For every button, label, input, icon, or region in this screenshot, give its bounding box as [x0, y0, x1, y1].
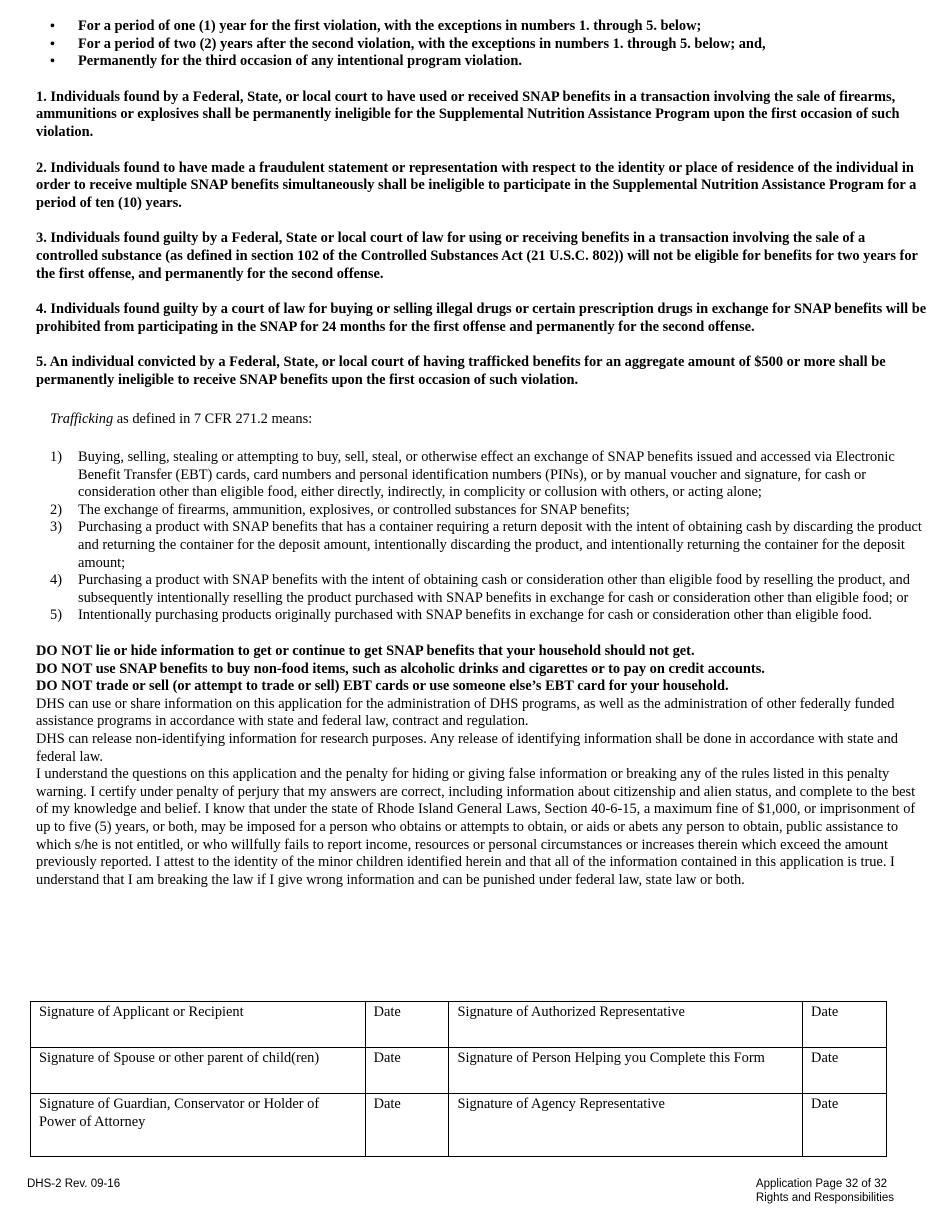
- do-not-line: DO NOT lie or hide information to get or continue to get SNAP benefits that your household should not get.: [36, 643, 695, 660]
- list-item: [36, 572, 928, 607]
- signature-agency-representative[interactable]: Signature of Agency Representative: [449, 1094, 803, 1157]
- item-number: 5): [50, 607, 62, 624]
- list-item: [36, 519, 928, 572]
- do-not-line: DO NOT trade or sell (or attempt to trade or sell) EBT cards or use someone else’s EBT card for your household.: [36, 678, 729, 695]
- item-number: 1): [50, 449, 62, 466]
- item-number: 3): [50, 519, 62, 536]
- signature-applicant[interactable]: Signature of Applicant or Recipient: [31, 1002, 366, 1048]
- date-field[interactable]: Date: [803, 1094, 887, 1157]
- list-item: [36, 502, 928, 520]
- dhs-release-paragraph: DHS can release non-identifying information for research purposes. Any release of identifying information shall be done in accordance with state and federal law.: [36, 731, 898, 765]
- do-not-warnings: [36, 643, 928, 696]
- list-item: • Permanently for the third occasion of any intentional program violation.: [36, 53, 928, 71]
- footer-page-info: [756, 1177, 894, 1205]
- footer-section-title: Rights and Responsibilities: [755, 1192, 894, 1204]
- signature-row: [31, 1048, 887, 1094]
- list-item: • For a period of two (2) years after the second violation, with the exceptions in numbers 1. through 5. below; and,: [36, 36, 928, 54]
- trafficking-term: Trafficking: [50, 410, 114, 427]
- date-field[interactable]: Date: [365, 1048, 449, 1094]
- trafficking-intro-text: as defined in 7 CFR 271.2 means:: [113, 410, 313, 427]
- trafficking-list: [36, 449, 928, 625]
- document-body: [36, 18, 928, 889]
- rule-1: 1. Individuals found by a Federal, State, or local court to have used or received SNAP benefits in a transaction involving the sale of firearms, ammunitions or explosives shall be permanently ineligible for the Supplemental Nutrition Assistance Program upon the first occasion of such violation.: [36, 88, 900, 140]
- rule-2: 2. Individuals found to have made a fraudulent statement or representation with respect to the identity or place of residence of the individual in order to receive multiple SNAP benefits simultaneously shall be ineligible to participate in the Supplemental Nutrition Assistance Program for a period of ten (10) years.: [36, 159, 917, 211]
- list-item: • For a period of one (1) year for the first violation, with the exceptions in numbers 1. through 5. below;: [36, 18, 928, 36]
- signature-table: [30, 1001, 887, 1157]
- violation-period-list: [36, 18, 928, 71]
- signature-row: [31, 1002, 887, 1048]
- item-text: The exchange of firearms, ammunition, explosives, or controlled substances for SNAP benefits;: [78, 501, 630, 518]
- item-text: Buying, selling, stealing or attempting to buy, sell, steal, or otherwise effect an exchange of SNAP benefits issued and accessed via Electronic Benefit Transfer (EBT) cards, card numbers and personal identification numbers (PINs), or by manual voucher and signature, for cash or consideration other than eligible food, either directly, indirectly, in complicity or collusion with others, or acting alone;: [78, 449, 895, 501]
- certification-paragraph: I understand the questions on this application and the penalty for hiding or giving false information or breaking any of the rules listed in this penalty warning. I certify under penalty of perjury that my answers are correct, including information about citizenship and alien status, and complete to the best of my knowledge and belief. I know that under the state of Rhode Island General Laws, Section 40-6-15, a maximum fine of $1,000, or imprisonment of up to five (5) years, or both, may be imposed for a person who obtains or attempts to obtain, or aids or abets any person to obtain, public assistance to which s/he is not entitled, or who willfully fails to report income, resources or personal circumstances or increases therein which exceed the amount previously reported. I attest to the identity of the minor children identified herein and that all of the information contained in this application is true. I understand that I am breaking the law if I give wrong information and can be punished under federal law, state law or both.: [36, 766, 916, 888]
- date-field[interactable]: Date: [365, 1094, 449, 1157]
- trafficking-definition-intro: [50, 411, 928, 429]
- rule-4: 4. Individuals found guilty by a court of law for buying or selling illegal drugs or certain prescription drugs in exchange for SNAP benefits will be prohibited from participating in the SNAP for 24 months for the first offense and permanently for the second offense.: [36, 301, 927, 335]
- dhs-use-paragraph: DHS can use or share information on this application for the administration of DHS programs, as well as the administration of other federally funded assistance programs in accordance with state and federal law, contract and regulation.: [36, 695, 895, 730]
- signature-row: [31, 1094, 887, 1157]
- item-number: 4): [50, 572, 62, 589]
- signature-authorized-representative[interactable]: Signature of Authorized Representative: [449, 1002, 803, 1048]
- footer-page-number: Application Page 32 of 32: [755, 1178, 887, 1190]
- do-not-line: DO NOT use SNAP benefits to buy non-food items, such as alcoholic drinks and cigarettes or to pay on credit accounts.: [36, 660, 765, 677]
- item-number: 2): [50, 501, 62, 518]
- date-field[interactable]: Date: [803, 1048, 887, 1094]
- signature-guardian[interactable]: Signature of Guardian, Conservator or Holder of Power of Attorney: [31, 1094, 366, 1157]
- signature-spouse[interactable]: Signature of Spouse or other parent of child(ren): [31, 1048, 366, 1094]
- list-item: [36, 607, 928, 625]
- rule-5: 5. An individual convicted by a Federal, State, or local court of having trafficked benefits for an aggregate amount of $500 or more shall be permanently ineligible to receive SNAP benefits upon the first occasion of such violation.: [36, 354, 886, 388]
- date-field[interactable]: Date: [365, 1002, 449, 1048]
- signature-person-helping[interactable]: Signature of Person Helping you Complete this Form: [449, 1048, 803, 1094]
- item-text: Intentionally purchasing products originally purchased with SNAP benefits in exchange for cash or consideration other than eligible food.: [78, 607, 872, 624]
- item-text: Purchasing a product with SNAP benefits that has a container requiring a return deposit with the intent of obtaining cash by discarding the product and returning the container for the deposit amount, intentionally discarding the product, and intentionally returning the container for the deposit amount;: [78, 519, 922, 571]
- item-text: Purchasing a product with SNAP benefits with the intent of obtaining cash or consideration other than eligible food by reselling the product, and subsequently intentionally reselling the product purchased with SNAP benefits in exchange for cash or consideration other than eligible food; or: [78, 572, 910, 606]
- footer-form-id: DHS-2 Rev. 09-16: [27, 1178, 121, 1190]
- list-item: [36, 449, 928, 502]
- date-field[interactable]: Date: [803, 1002, 887, 1048]
- rule-3: 3. Individuals found guilty by a Federal, State or local court of law for using or receiving benefits in a transaction involving the sale of a controlled substance (as defined in section 102 of the Controlled Substances Act (21 U.S.C. 802)) will not be eligible for benefits for two years for the first offense, and permanently for the second offense.: [36, 230, 918, 282]
